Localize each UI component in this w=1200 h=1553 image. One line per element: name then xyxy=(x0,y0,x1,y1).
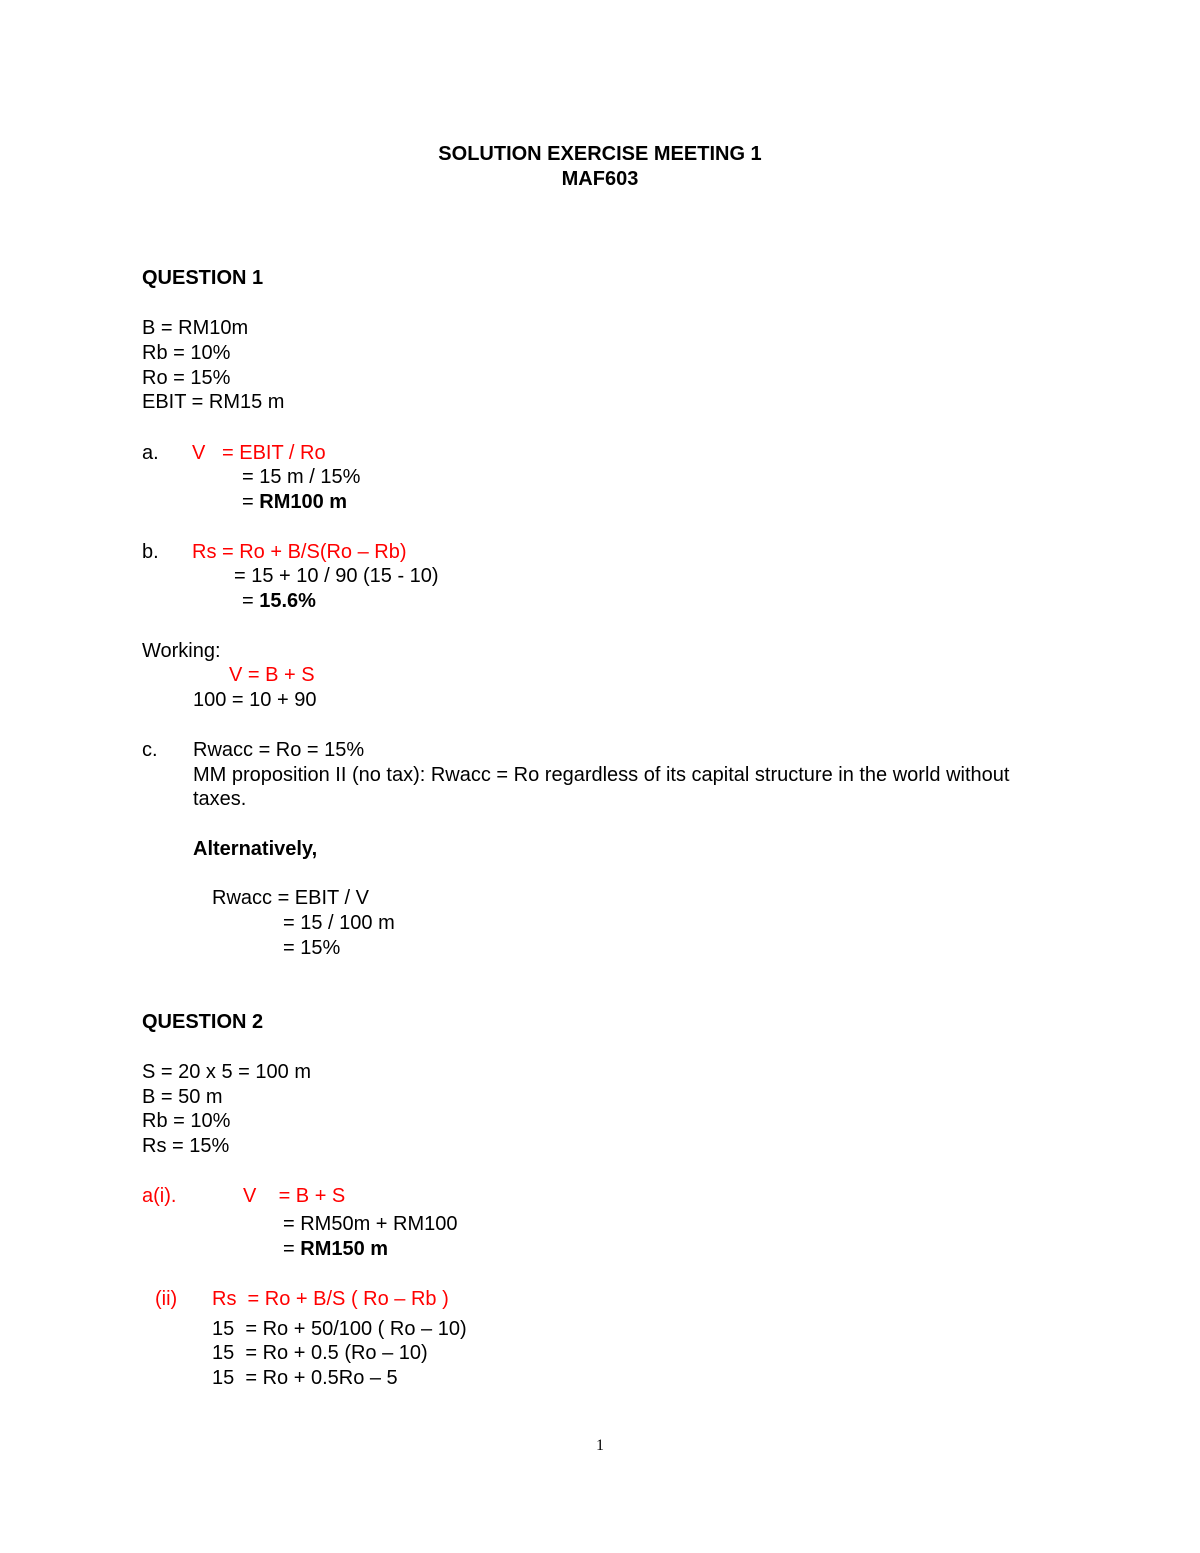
q2-ai-label: a(i). xyxy=(142,1185,177,1207)
q2-given-rb: Rb = 10% xyxy=(142,1110,231,1132)
q1-b-formula: Rs = Ro + B/S(Ro – Rb) xyxy=(192,541,407,563)
q2-ii-label: (ii) xyxy=(155,1288,178,1310)
q1-a-label: a. xyxy=(142,442,159,464)
q1-b-result: 15.6% xyxy=(259,590,316,612)
q1-b-label: b. xyxy=(142,541,159,563)
q1-a-result-line xyxy=(242,490,347,514)
q2-ii-step1: 15 = Ro + 50/100 ( Ro – 10) xyxy=(212,1318,467,1340)
q2-given-rs: Rs = 15% xyxy=(142,1135,230,1157)
q1-given-ebit: EBIT = RM15 m xyxy=(142,391,285,413)
q1-a-formula: V = EBIT / Ro xyxy=(192,442,326,464)
q1-given-ro: Ro = 15% xyxy=(142,367,231,389)
q2-ai-formula: V = B + S xyxy=(243,1185,346,1207)
q2-ii-step3: 15 = Ro + 0.5Ro – 5 xyxy=(212,1367,398,1389)
alt-step: = 15 / 100 m xyxy=(283,912,395,934)
question-2-heading: QUESTION 2 xyxy=(142,1011,264,1033)
q1-b-equals: = xyxy=(242,590,260,612)
alternatively-heading: Alternatively, xyxy=(193,838,318,860)
page-number: 1 xyxy=(596,1437,604,1454)
q2-ai-equals: = xyxy=(283,1238,301,1260)
q2-ai-result-line xyxy=(283,1237,388,1261)
q1-a-result: RM100 m xyxy=(259,491,348,513)
working-calc: 100 = 10 + 90 xyxy=(193,689,317,711)
q1-c-line2: MM proposition II (no tax): Rwacc = Ro regardless of its capital structure in the world without xyxy=(193,764,1010,786)
q1-given-rb: Rb = 10% xyxy=(142,342,231,364)
working-formula: V = B + S xyxy=(229,664,315,686)
q2-ii-formula: Rs = Ro + B/S ( Ro – Rb ) xyxy=(212,1288,449,1310)
q1-c-label: c. xyxy=(142,739,158,761)
q1-given-b: B = RM10m xyxy=(142,317,249,339)
q1-b-step: = 15 + 10 / 90 (15 - 10) xyxy=(234,565,439,587)
q1-c-line3: taxes. xyxy=(193,788,247,810)
q2-ii-step2: 15 = Ro + 0.5 (Ro – 10) xyxy=(212,1342,428,1364)
q2-given-b: B = 50 m xyxy=(142,1086,223,1108)
q1-a-equals: = xyxy=(242,491,260,513)
working-label: Working: xyxy=(142,640,221,662)
q1-b-result-line xyxy=(242,589,316,613)
q2-ai-step: = RM50m + RM100 xyxy=(283,1213,458,1235)
q1-c-line1: Rwacc = Ro = 15% xyxy=(193,739,365,761)
document-title: SOLUTION EXERCISE MEETING 1 xyxy=(438,143,762,165)
alt-result: = 15% xyxy=(283,937,341,959)
course-code: MAF603 xyxy=(561,168,639,190)
q1-a-step: = 15 m / 15% xyxy=(242,466,361,488)
question-1-heading: QUESTION 1 xyxy=(142,267,264,289)
q2-given-s: S = 20 x 5 = 100 m xyxy=(142,1061,311,1083)
alt-formula: Rwacc = EBIT / V xyxy=(212,887,369,909)
q2-ai-result: RM150 m xyxy=(300,1238,389,1260)
